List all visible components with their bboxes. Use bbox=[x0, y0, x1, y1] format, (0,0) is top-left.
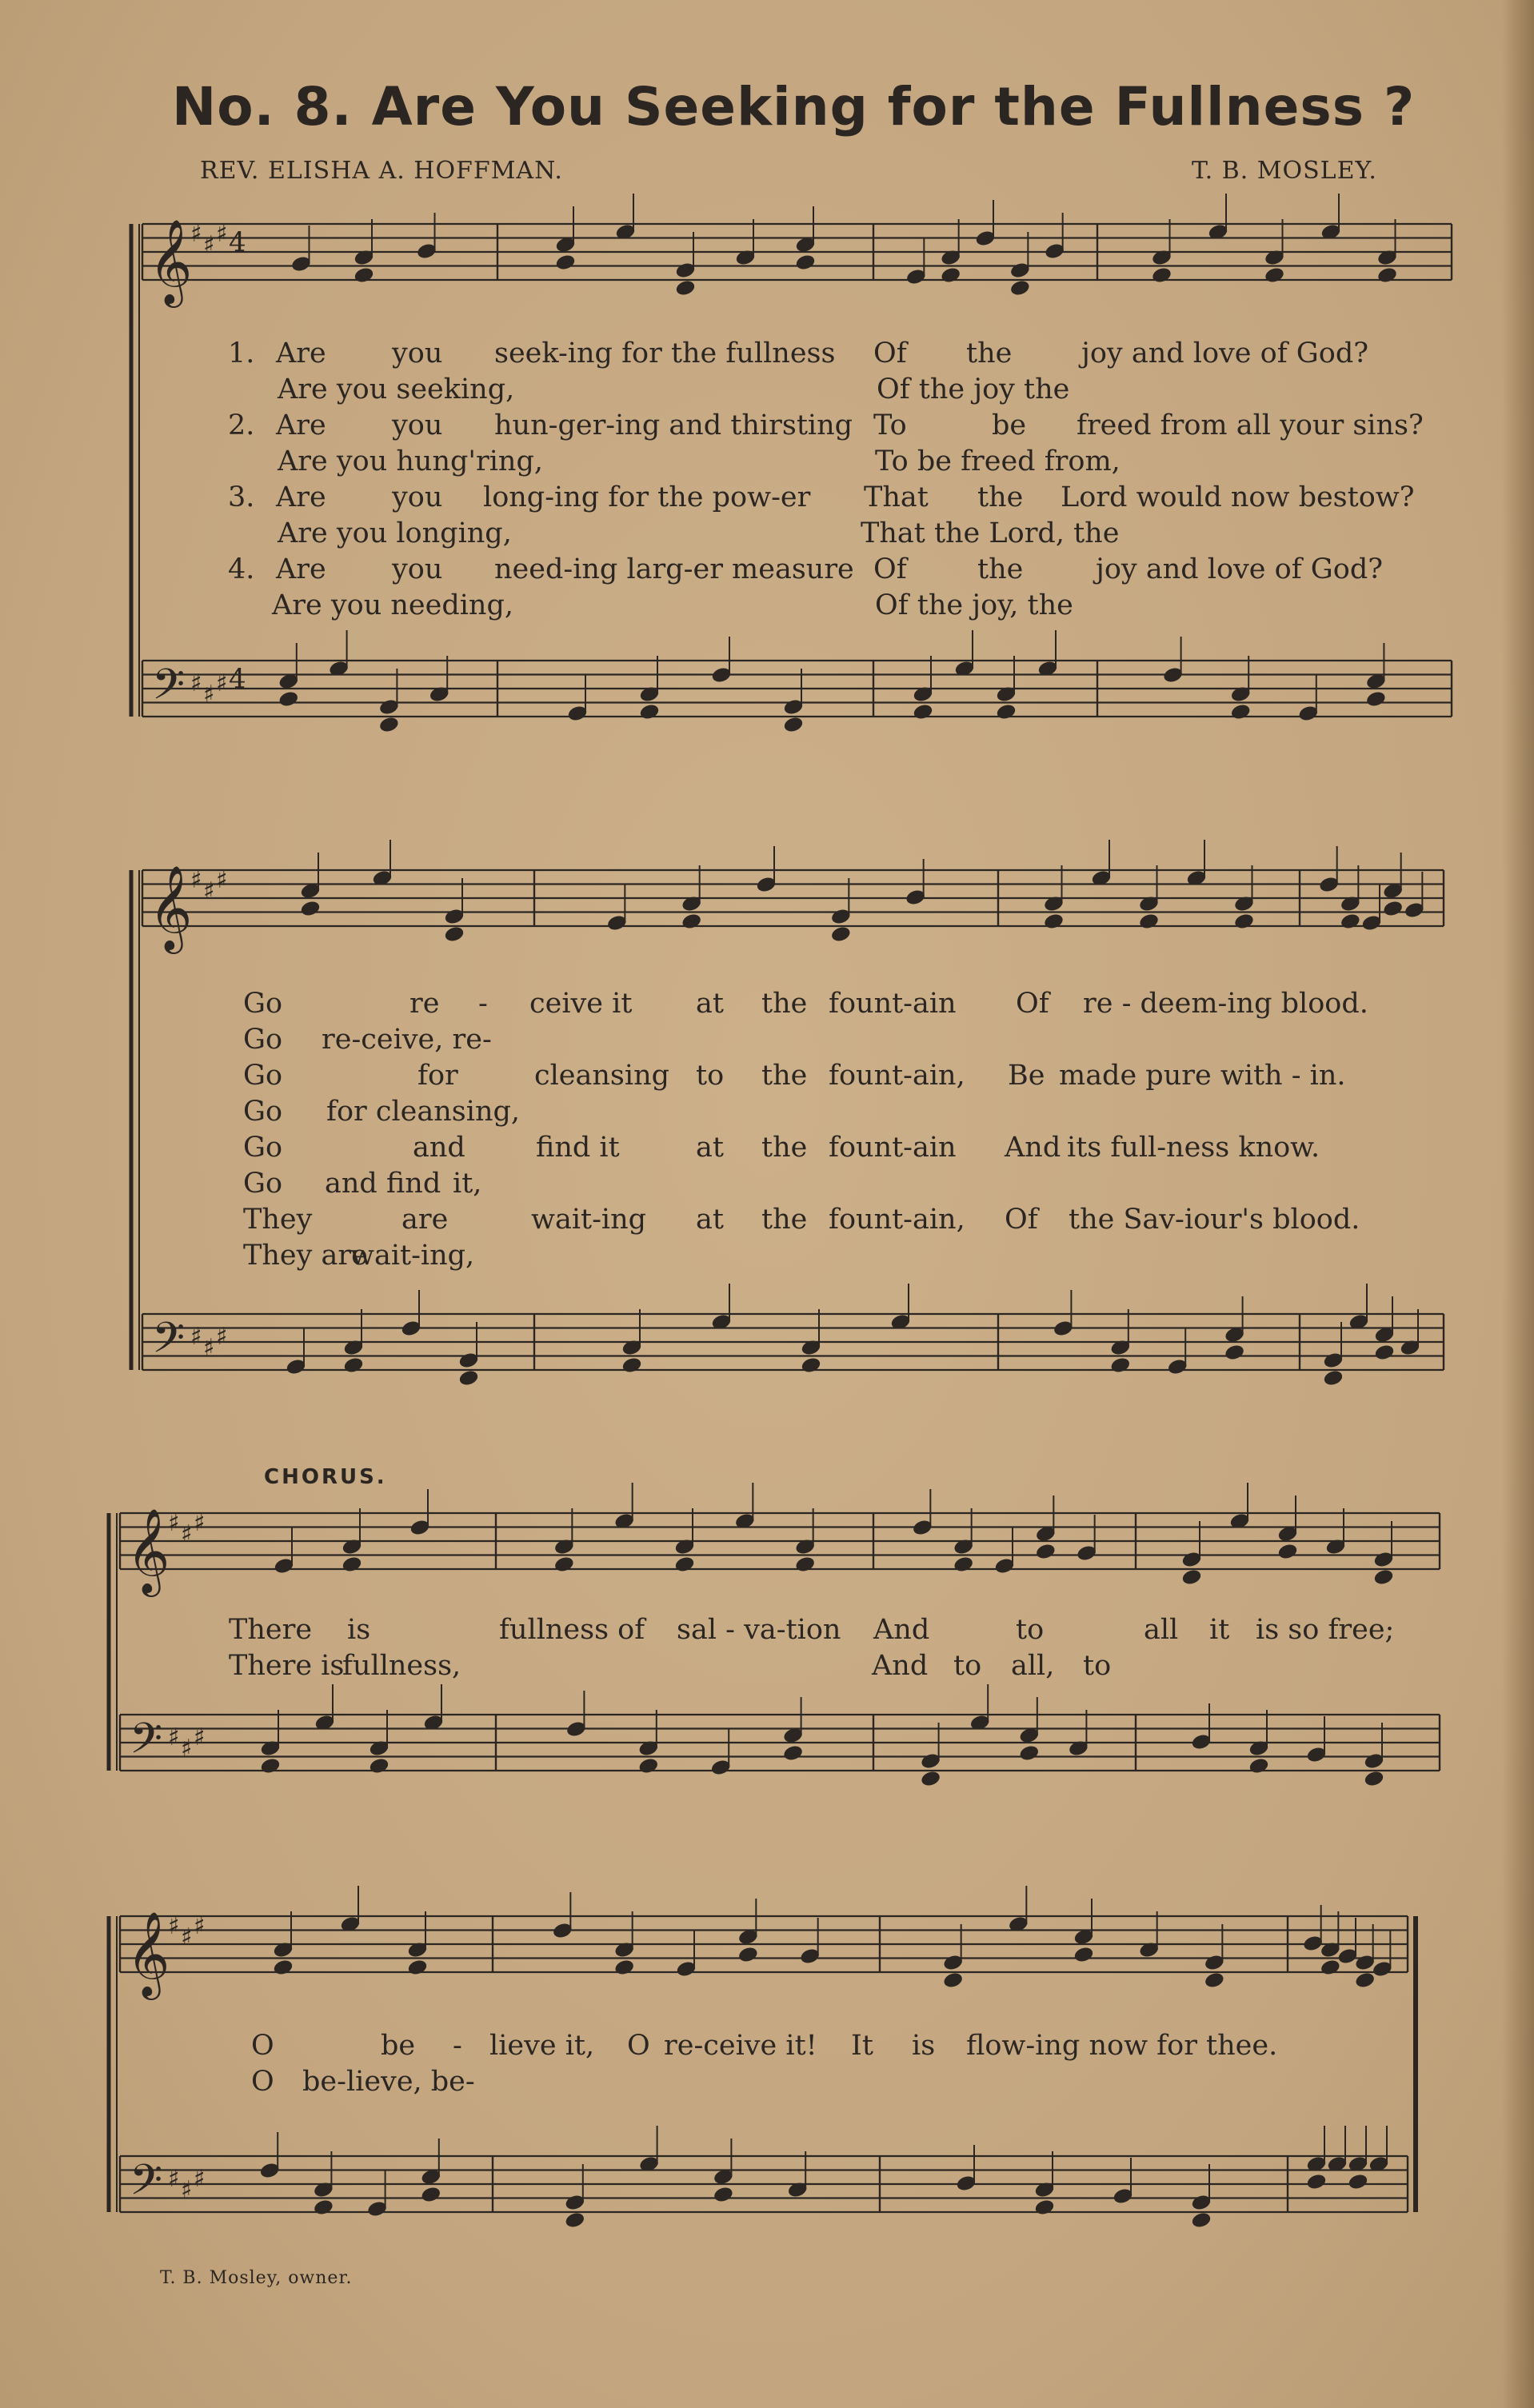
bass-note bbox=[783, 716, 804, 733]
bass-note bbox=[1248, 1757, 1269, 1775]
bass-note bbox=[1374, 1344, 1395, 1361]
lyric-word: Are you needing, bbox=[272, 589, 513, 621]
key-sharp: ♯ bbox=[181, 1735, 193, 1763]
bass-clef: 𝄢 bbox=[130, 2156, 163, 2215]
lyric-word: made pure with - in. bbox=[1059, 1060, 1346, 1092]
treble-note bbox=[1355, 1971, 1376, 1989]
lyric-word: long-ing for the pow-er bbox=[483, 481, 811, 513]
lyric-word: be bbox=[992, 409, 1027, 441]
lyric-word: Are you seeking, bbox=[278, 373, 515, 405]
treble-note bbox=[795, 1555, 816, 1573]
lyric-word: are bbox=[401, 1204, 449, 1236]
lyric-word: is so free; bbox=[1256, 1614, 1395, 1646]
lyric-word: fount-ain bbox=[829, 1132, 957, 1164]
composer-credit: T. B. MOSLEY. bbox=[1192, 157, 1377, 185]
key-sharp: ♯ bbox=[181, 1520, 193, 1548]
key-sharp: ♯ bbox=[181, 2176, 193, 2204]
treble-note bbox=[1264, 266, 1285, 284]
treble-note bbox=[1139, 912, 1160, 930]
lyric-word: to bbox=[953, 1650, 982, 1682]
bass-note bbox=[458, 1369, 479, 1387]
lyric-word: And bbox=[1005, 1132, 1061, 1164]
lyric-word: Are bbox=[276, 409, 326, 441]
lyric-word: There is bbox=[229, 1650, 345, 1682]
lyric-word: the bbox=[761, 1060, 808, 1092]
key-sharp: ♯ bbox=[168, 2165, 180, 2193]
lyric-word: all, bbox=[1011, 1650, 1055, 1682]
lyric-word: ceive it bbox=[529, 988, 633, 1020]
key-sharp: ♯ bbox=[190, 1323, 202, 1351]
treble-note bbox=[444, 925, 465, 943]
lyric-word: its full-ness know. bbox=[1067, 1132, 1320, 1164]
lyric-word: They are bbox=[243, 1240, 368, 1272]
treble-note bbox=[675, 279, 696, 297]
key-sharp: ♯ bbox=[216, 866, 228, 894]
lyric-word: Of bbox=[1005, 1204, 1038, 1236]
lyric-word: for bbox=[417, 1060, 458, 1092]
bass-clef: 𝄢 bbox=[152, 661, 186, 720]
lyric-word: be-lieve, be- bbox=[302, 2066, 475, 2098]
lyric-word: Go bbox=[243, 988, 283, 1020]
lyric-word: wait-ing bbox=[531, 1204, 647, 1236]
lyric-word: O bbox=[251, 2030, 274, 2062]
bass-note bbox=[1034, 2198, 1055, 2216]
bass-note bbox=[1306, 2173, 1327, 2190]
lyric-word: it bbox=[1209, 1614, 1230, 1646]
bass-note bbox=[1230, 703, 1251, 721]
treble-note bbox=[941, 266, 961, 284]
lyric-word: to bbox=[1083, 1650, 1112, 1682]
treble-clef: 𝄞 bbox=[149, 865, 193, 950]
lyric-word: Go bbox=[243, 1060, 283, 1092]
key-sharp: ♯ bbox=[216, 1323, 228, 1351]
key-sharp: ♯ bbox=[194, 1912, 206, 1940]
treble-clef: 𝄞 bbox=[149, 218, 193, 304]
bass-note bbox=[621, 1356, 642, 1374]
lyric-word: sal - va-tion bbox=[677, 1614, 841, 1646]
lyric-word: hun-ger-ing and thirsting bbox=[494, 409, 853, 441]
key-sharp: ♯ bbox=[190, 866, 202, 894]
bass-note bbox=[921, 1770, 941, 1787]
key-sharp: ♯ bbox=[194, 1509, 206, 1537]
treble-note bbox=[1044, 912, 1065, 930]
lyric-word: Of bbox=[873, 337, 907, 369]
lyric-word: joy and love of God? bbox=[1081, 337, 1368, 369]
lyric-word: at bbox=[696, 988, 724, 1020]
treble-note bbox=[795, 254, 816, 271]
bass-note bbox=[1348, 2173, 1368, 2190]
lyric-word: fullness, bbox=[342, 1650, 461, 1682]
lyric-word: - bbox=[453, 2030, 462, 2062]
lyric-word: Are bbox=[276, 481, 326, 513]
treble-note bbox=[830, 925, 851, 943]
treble-note bbox=[1152, 266, 1172, 284]
lyric-word: freed from all your sins? bbox=[1077, 409, 1424, 441]
lyric-word: find it bbox=[536, 1132, 620, 1164]
bass-clef: 𝄢 bbox=[152, 1314, 186, 1373]
key-sharp: ♯ bbox=[203, 877, 215, 905]
lyric-word: the bbox=[977, 553, 1024, 585]
key-sharp: ♯ bbox=[168, 1912, 180, 1940]
treble-note bbox=[1204, 1971, 1224, 1989]
lyric-word: flow-ing now for thee. bbox=[966, 2030, 1278, 2062]
treble-note bbox=[300, 900, 321, 917]
lyric-word: fount-ain bbox=[829, 988, 957, 1020]
lyric-word: to bbox=[1016, 1614, 1045, 1646]
key-sharp: ♯ bbox=[216, 669, 228, 697]
lyric-word: That bbox=[864, 481, 929, 513]
lyric-word: lieve it, bbox=[489, 2030, 595, 2062]
time-signature: 4 bbox=[229, 663, 246, 695]
lyric-word: need-ing larg-er measure bbox=[494, 553, 854, 585]
treble-clef: 𝄞 bbox=[126, 1507, 170, 1593]
lyric-word: is bbox=[912, 2030, 936, 2062]
lyric-word: re-ceive, re- bbox=[322, 1024, 492, 1056]
lyric-word: To bbox=[873, 409, 907, 441]
bass-note bbox=[369, 1757, 389, 1775]
lyric-verse-number: 2. bbox=[228, 409, 255, 441]
treble-note bbox=[1383, 900, 1404, 917]
lyric-word: be bbox=[381, 2030, 416, 2062]
lyric-word: They bbox=[243, 1204, 313, 1236]
lyric-word: at bbox=[696, 1204, 724, 1236]
lyric-word: Go bbox=[243, 1132, 283, 1164]
lyric-word: is bbox=[347, 1614, 371, 1646]
bass-note bbox=[313, 2198, 334, 2216]
lyric-word: It bbox=[851, 2030, 873, 2062]
lyric-word: you bbox=[392, 337, 443, 369]
bass-note bbox=[1019, 1744, 1040, 1762]
lyric-word: fount-ain, bbox=[829, 1060, 965, 1092]
key-sharp: ♯ bbox=[194, 1723, 206, 1751]
copyright-owner: T. B. Mosley, owner. bbox=[160, 2268, 353, 2288]
bass-note bbox=[278, 690, 299, 708]
lyric-word: O bbox=[627, 2030, 650, 2062]
key-sharp: ♯ bbox=[194, 2165, 206, 2193]
bass-note bbox=[343, 1356, 364, 1374]
treble-note bbox=[553, 1555, 574, 1573]
treble-note bbox=[674, 1555, 695, 1573]
lyric-word: you bbox=[392, 481, 443, 513]
treble-note bbox=[273, 1959, 294, 1976]
lyric-word: joy and love of God? bbox=[1096, 553, 1383, 585]
treble-note bbox=[943, 1971, 964, 1989]
treble-note bbox=[1181, 1568, 1202, 1586]
treble-note bbox=[1340, 912, 1360, 930]
lyricist-credit: REV. ELISHA A. HOFFMAN. bbox=[200, 157, 563, 185]
key-sharp: ♯ bbox=[203, 231, 215, 259]
lyric-word: Are bbox=[276, 553, 326, 585]
lyric-word: Of the joy, the bbox=[875, 589, 1073, 621]
lyric-verse-number: 4. bbox=[228, 553, 255, 585]
key-sharp: ♯ bbox=[190, 220, 202, 248]
lyric-word: And bbox=[873, 1614, 930, 1646]
lyric-word: the Sav-iour's blood. bbox=[1069, 1204, 1360, 1236]
lyric-word: at bbox=[696, 1132, 724, 1164]
bass-note bbox=[378, 716, 399, 733]
lyric-verse-number: 3. bbox=[228, 481, 255, 513]
lyric-word: That the Lord, the bbox=[861, 517, 1120, 549]
bass-note bbox=[1365, 690, 1386, 708]
lyric-word: Of bbox=[1016, 988, 1049, 1020]
key-sharp: ♯ bbox=[203, 681, 215, 709]
treble-note bbox=[953, 1555, 974, 1573]
lyric-word: Are bbox=[276, 337, 326, 369]
lyric-word: And bbox=[872, 1650, 929, 1682]
bass-note bbox=[801, 1356, 821, 1374]
lyric-word: re bbox=[409, 988, 440, 1020]
bass-note bbox=[1323, 1369, 1344, 1387]
lyric-word: fount-ain, bbox=[829, 1204, 965, 1236]
treble-note bbox=[1377, 266, 1398, 284]
lyric-word: Are you longing, bbox=[278, 517, 512, 549]
key-sharp: ♯ bbox=[216, 220, 228, 248]
treble-note bbox=[1009, 279, 1030, 297]
lyric-word: To be freed from, bbox=[875, 445, 1121, 477]
treble-note bbox=[1373, 1568, 1394, 1586]
bass-note bbox=[565, 2211, 585, 2229]
lyric-word: re-ceive it! bbox=[664, 2030, 817, 2062]
lyric-word: Of the joy the bbox=[877, 373, 1070, 405]
chorus-label: CHORUS. bbox=[264, 1465, 387, 1489]
treble-note bbox=[681, 912, 702, 930]
lyric-word: it, bbox=[453, 1168, 482, 1200]
lyric-word: Go bbox=[243, 1168, 283, 1200]
bass-note bbox=[639, 703, 660, 721]
lyric-word: you bbox=[392, 409, 443, 441]
lyric-word: for cleansing, bbox=[326, 1096, 521, 1128]
lyric-word: all bbox=[1144, 1614, 1179, 1646]
lyric-word: the bbox=[977, 481, 1024, 513]
key-sharp: ♯ bbox=[190, 669, 202, 697]
bass-note bbox=[913, 703, 933, 721]
treble-note bbox=[342, 1555, 362, 1573]
lyric-word: There bbox=[229, 1614, 313, 1646]
bass-note bbox=[638, 1757, 659, 1775]
lyric-word: cleansing bbox=[534, 1060, 670, 1092]
lyric-word: Of bbox=[873, 553, 907, 585]
lyric-word: seek-ing for the fullness bbox=[494, 337, 836, 369]
lyric-word: Go bbox=[243, 1024, 283, 1056]
lyric-word: Go bbox=[243, 1096, 283, 1128]
treble-note bbox=[1234, 912, 1255, 930]
bass-note bbox=[1224, 1344, 1245, 1361]
lyric-word: re - deem-ing blood. bbox=[1083, 988, 1368, 1020]
key-sharp: ♯ bbox=[168, 1509, 180, 1537]
time-signature: 4 bbox=[229, 226, 246, 258]
bass-note bbox=[996, 703, 1017, 721]
lyric-word: O bbox=[251, 2066, 274, 2098]
hymn-title: No. 8. Are You Seeking for the Fullness ? bbox=[172, 76, 1416, 138]
treble-note bbox=[1035, 1543, 1056, 1560]
lyric-word: - bbox=[478, 988, 488, 1020]
lyric-word: the bbox=[761, 1204, 808, 1236]
lyric-word: the bbox=[761, 988, 808, 1020]
lyric-word: to bbox=[696, 1060, 725, 1092]
bass-note bbox=[260, 1757, 281, 1775]
treble-note bbox=[737, 1946, 758, 1963]
treble-note bbox=[1277, 1543, 1298, 1560]
treble-note bbox=[555, 254, 576, 271]
lyric-word: and find bbox=[325, 1168, 441, 1200]
key-sharp: ♯ bbox=[168, 1723, 180, 1751]
treble-clef: 𝄞 bbox=[126, 1911, 170, 1996]
lyric-word: the bbox=[966, 337, 1013, 369]
bass-note bbox=[783, 1744, 804, 1762]
bass-note bbox=[421, 2186, 441, 2203]
lyric-word: Be bbox=[1008, 1060, 1045, 1092]
treble-note bbox=[354, 266, 374, 284]
treble-note bbox=[407, 1959, 428, 1976]
treble-note bbox=[614, 1959, 635, 1976]
lyric-verse-number: 1. bbox=[228, 337, 255, 369]
treble-note bbox=[1073, 1946, 1094, 1963]
lyric-word: fullness of bbox=[499, 1614, 645, 1646]
bass-note bbox=[1110, 1356, 1131, 1374]
lyric-word: and bbox=[413, 1132, 465, 1164]
key-sharp: ♯ bbox=[203, 1334, 215, 1362]
key-sharp: ♯ bbox=[181, 1923, 193, 1951]
bass-clef: 𝄢 bbox=[130, 1715, 163, 1774]
lyric-word: the bbox=[761, 1132, 808, 1164]
bass-note bbox=[713, 2186, 733, 2203]
lyric-word: Are you hung'ring, bbox=[278, 445, 544, 477]
lyric-word: Lord would now bestow? bbox=[1061, 481, 1415, 513]
lyric-word: you bbox=[392, 553, 443, 585]
lyric-word: wait-ing, bbox=[350, 1240, 475, 1272]
bass-note bbox=[1191, 2211, 1212, 2229]
treble-note bbox=[1320, 1959, 1340, 1976]
bass-note bbox=[1364, 1770, 1384, 1787]
